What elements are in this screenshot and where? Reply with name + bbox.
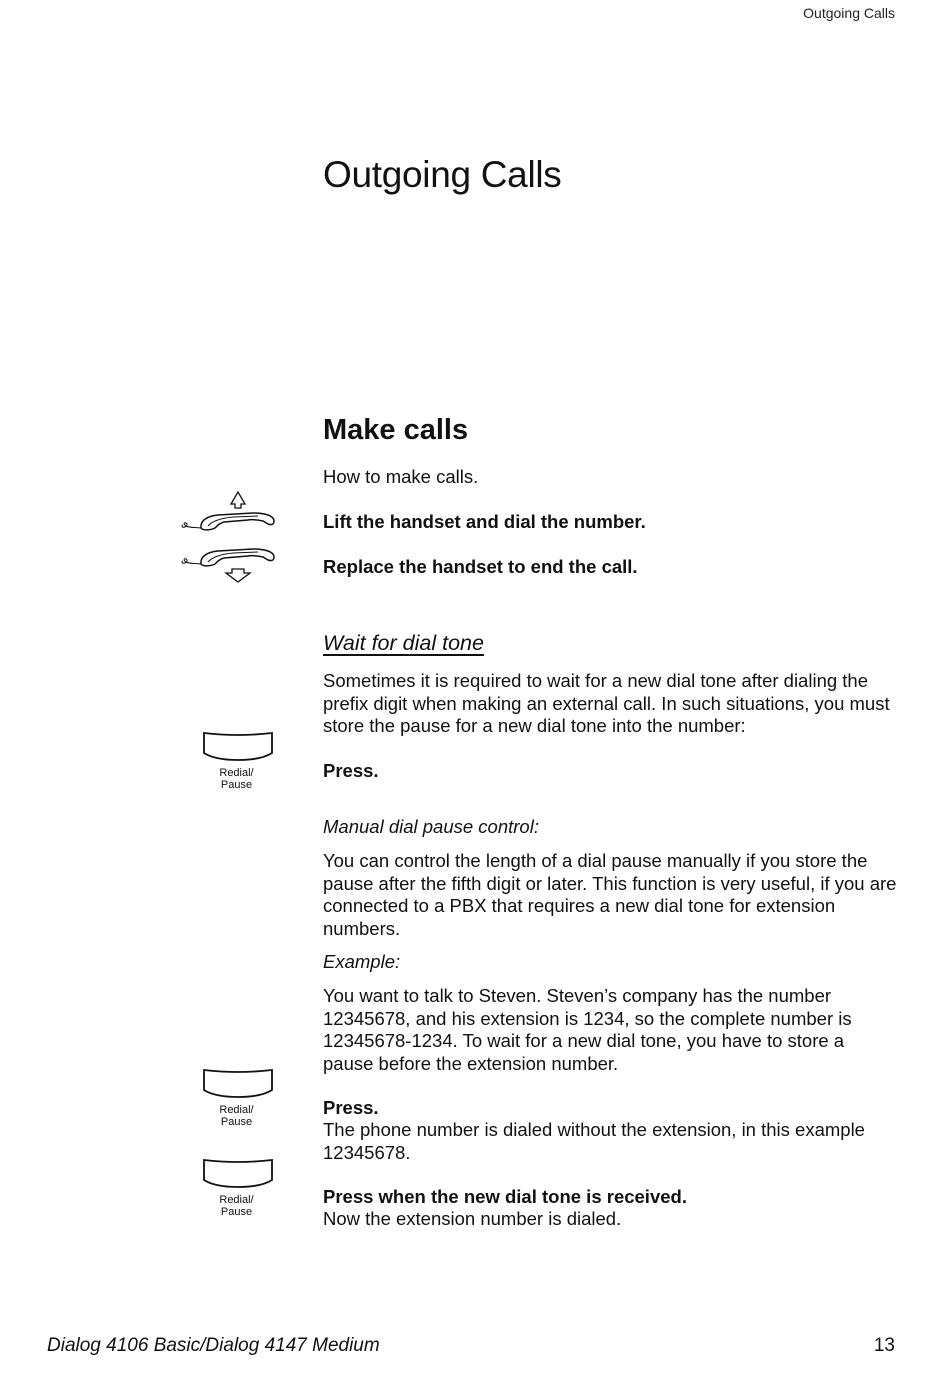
subsection-body: Sometimes it is required to wait for a new dial tone after dialing the prefix digit when making an external call. In such situations, you must store the pause for a new dial tone into the number: — [323, 670, 890, 736]
chapter-title: Outgoing Calls — [323, 154, 562, 195]
key-label-line2: Pause — [220, 779, 253, 791]
step-press-2: Press. — [323, 1097, 379, 1118]
key-label-line1: Redial/ — [219, 767, 254, 779]
footer-title: Dialog 4106 Basic/Dialog 4147 Medium — [47, 1335, 380, 1356]
section-intro: How to make calls. — [323, 466, 479, 487]
example-body: You want to talk to Steven. Steven’s company has the number 12345678, and his extension is 1234, so the complete number is 12345678-1234. To wait for a new dial tone, you have to store a pause before the extension number. — [323, 985, 852, 1074]
key-label-line1: Redial/ — [219, 1194, 254, 1206]
key-label-line2: Pause — [220, 1206, 253, 1218]
section-title: Make calls — [323, 414, 469, 446]
step-press-2-note: The phone number is dialed without the extension, in this example 12345678. — [323, 1119, 865, 1163]
step-lift-handset: Lift the handset and dial the number. — [323, 511, 646, 532]
key-label-line2: Pause — [220, 1116, 253, 1128]
example-heading: Example: — [323, 951, 401, 972]
redial-pause-key-icon — [200, 731, 275, 791]
redial-pause-key-icon — [200, 1158, 275, 1218]
manual-body: You can control the length of a dial pause manually if you store the pause after the fifth digit or later. This function is very useful, if you are connected to a PBX that requires a new dial tone for extension numbers. — [323, 850, 897, 939]
key-label-line1: Redial/ — [219, 1104, 254, 1116]
step-replace-handset: Replace the handset to end the call. — [323, 556, 638, 577]
handset-lift-icon — [178, 490, 278, 541]
step-press: Press. — [323, 760, 379, 781]
page-number: 13 — [873, 1335, 895, 1356]
step-press-tone-note: Now the extension number is dialed. — [323, 1208, 622, 1229]
running-head: Outgoing Calls — [803, 5, 895, 21]
handset-replace-icon — [178, 540, 278, 591]
step-press-tone: Press when the new dial tone is received. — [323, 1186, 687, 1207]
subsection-title: Wait for dial tone — [323, 631, 484, 655]
manual-heading: Manual dial pause control: — [323, 816, 539, 837]
redial-pause-key-icon — [200, 1068, 275, 1128]
